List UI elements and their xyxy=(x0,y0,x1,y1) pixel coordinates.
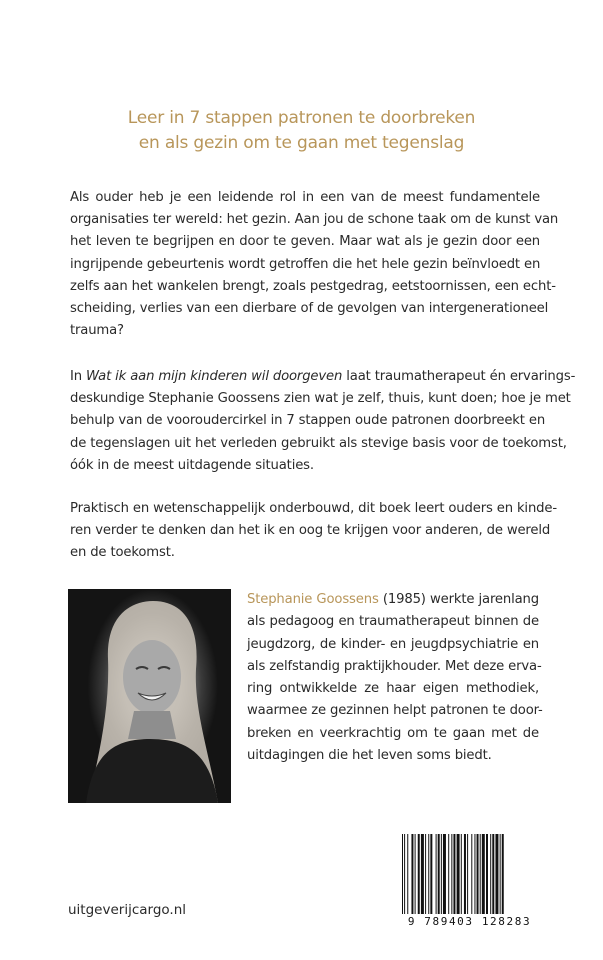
text-fragment: In xyxy=(70,369,86,384)
text-line: het leven te begrijpen en door te geven. Maar wat als je gezin door een xyxy=(70,234,540,250)
text-line: ingrijpende gebeurtenis wordt getroffen die het hele gezin beïnvloedt en xyxy=(70,256,541,272)
text-line: jeugdzorg, de kinder- en jeugdpsychiatrie en xyxy=(247,636,539,652)
headline-line-1: Leer in 7 stappen patronen te doorbreken xyxy=(127,108,476,128)
text-line: als zelfstandig praktijkhouder. Met deze erva- xyxy=(247,658,542,674)
text-line: Praktisch en wetenschappelijk onderbouwd, dit boek leert ouders en kinde- xyxy=(70,501,557,516)
text-line: Als ouder heb je een leidende rol in een van de meest fundamentele xyxy=(70,190,540,205)
text-fragment: (1985) werkte jarenlang xyxy=(378,592,539,607)
text-line: zelfs aan het wankelen brengt, zoals pestgedrag, eetstoornissen, een echt- xyxy=(70,278,556,294)
text-line: de tegenslagen uit het verleden gebruikt als stevige basis voor de toekomst, xyxy=(70,435,567,451)
text-line xyxy=(247,589,539,611)
author-bio xyxy=(247,589,543,767)
publisher-website[interactable]: uitgeverijcargo.nl xyxy=(68,902,187,918)
paragraph-book xyxy=(70,366,576,477)
text-line: organisaties ter wereld: het gezin. Aan jou de schone taak om de kunst van xyxy=(70,212,559,228)
text-line: breken en veerkrachtig om te gaan met de xyxy=(247,725,539,741)
text-line: uitdagingen die het leven soms biedt. xyxy=(247,748,492,764)
paragraph-summary xyxy=(70,498,557,565)
text-line: ren verder te denken dan het ik en oog te krijgen voor anderen, de wereld xyxy=(70,523,551,539)
book-title: Wat ik aan mijn kinderen wil doorgeven xyxy=(86,369,343,384)
text-line: en de toekomst. xyxy=(70,545,175,561)
text-line: óók in de meest uitdagende situaties. xyxy=(70,457,314,473)
text-line: trauma? xyxy=(70,323,124,339)
text-line: als pedagoog en traumatherapeut binnen de xyxy=(247,614,539,630)
text-line xyxy=(70,366,576,388)
text-line: ring ontwikkelde ze haar eigen methodiek, xyxy=(247,681,539,697)
author-name: Stephanie Goossens xyxy=(247,592,379,607)
paragraph-intro xyxy=(70,187,559,342)
author-photo xyxy=(68,589,231,803)
isbn-number: 9 789403 128283 xyxy=(407,915,532,928)
barcode-bars xyxy=(402,834,538,914)
text-line: waarmee ze gezinnen helpt patronen te door- xyxy=(247,703,543,719)
headline-line-2: en als gezin om te gaan met tegenslag xyxy=(138,133,465,153)
isbn-barcode xyxy=(400,834,539,932)
text-line: behulp van de vooroudercirkel in 7 stappen oude patronen doorbreekt en xyxy=(70,413,546,429)
text-fragment: laat traumatherapeut én ervarings- xyxy=(342,369,576,384)
text-line: scheiding, verlies van een dierbare of de gevolgen van intergenerationeel xyxy=(70,301,549,317)
headline xyxy=(0,106,603,156)
text-line: deskundige Stephanie Goossens zien wat je zelf, thuis, kunt doen; hoe je met xyxy=(70,391,571,407)
